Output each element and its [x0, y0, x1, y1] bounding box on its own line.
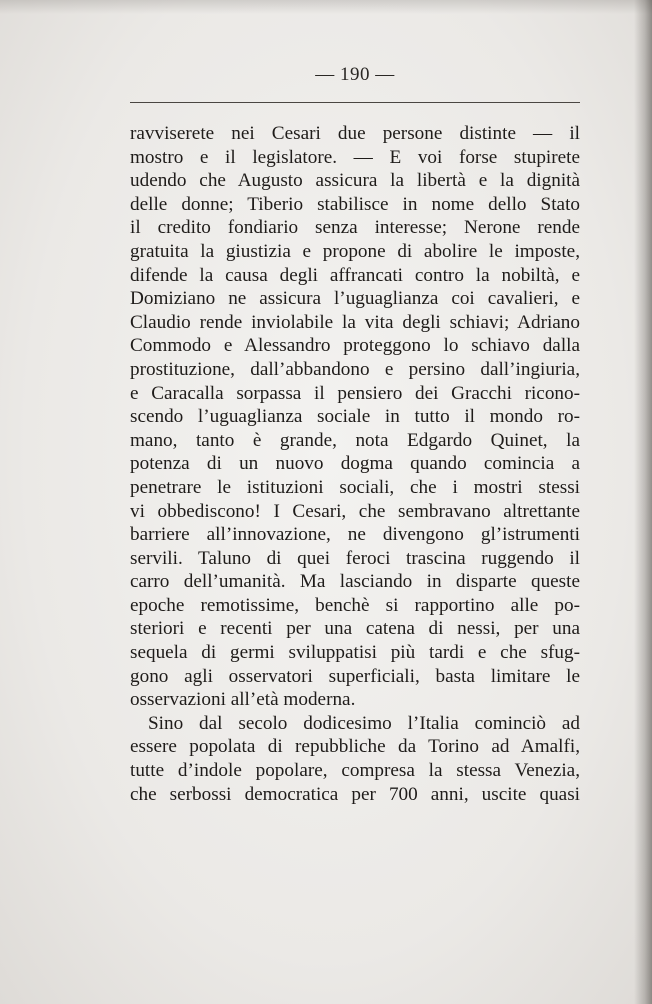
text-line: Domiziano ne assicura l’uguaglianza coi cavalieri, e: [130, 288, 580, 310]
text-line: servili. Taluno di quei feroci trascina ruggendo il: [130, 547, 580, 569]
text-line: che serbossi democratica per 700 anni, uscite quasi: [130, 783, 580, 805]
text-line: sequela di germi sviluppatisi più tardi e che sfug-: [130, 642, 580, 664]
text-line: barriere all’innovazione, ne divengono gl’istrumenti: [130, 524, 580, 546]
header-rule: [130, 102, 580, 103]
page-number-header: — 190 —: [315, 64, 395, 85]
text-line: Commodo e Alessandro proteggono lo schiavo dalla: [130, 335, 580, 357]
body-text: [130, 122, 580, 806]
paragraph-end-line: osservazioni all’età moderna.: [130, 689, 356, 711]
text-line: mostro e il legislatore. — E voi forse stupirete: [130, 146, 580, 168]
text-line: mano, tanto è grande, nota Edgardo Quinet, la: [130, 429, 580, 451]
text-line: essere popolata di repubbliche da Torino ad Amalfi,: [130, 736, 580, 758]
text-line: epoche remotissime, benchè si rapportino alle po-: [130, 594, 580, 616]
text-line: gono agli osservatori superficiali, basta limitare le: [130, 665, 580, 687]
text-line: penetrare le istituzioni sociali, che i mostri stessi: [130, 476, 580, 498]
paragraph-start-line: Sino dal secolo dodicesimo l’Italia cominciò ad: [148, 712, 580, 734]
text-line: gratuita la giustizia e propone di abolire le imposte,: [130, 240, 580, 262]
page-top-shadow: [0, 0, 652, 14]
text-line: il credito fondiario senza interesse; Nerone rende: [130, 217, 580, 239]
text-line: scendo l’uguaglianza sociale in tutto il mondo ro-: [130, 406, 580, 428]
text-line: potenza di un nuovo dogma quando comincia a: [130, 453, 580, 475]
text-line: delle donne; Tiberio stabilisce in nome dello Stato: [130, 193, 580, 215]
page-binding-shadow: [634, 0, 652, 1004]
text-line: difende la causa degli affrancati contro la nobiltà, e: [130, 264, 580, 286]
text-line: carro dell’umanità. Ma lasciando in disparte queste: [130, 571, 580, 593]
text-line: steriori e recenti per una catena di nessi, per una: [130, 618, 580, 640]
text-line: prostituzione, dall’abbandono e persino dall’ingiuria,: [130, 358, 580, 380]
text-line: udendo che Augusto assicura la libertà e la dignità: [130, 170, 580, 192]
text-line: vi obbediscono! I Cesari, che sembravano altrettante: [130, 500, 580, 522]
text-line: ravviserete nei Cesari due persone distinte — il: [130, 123, 580, 144]
text-line: tutte d’indole popolare, compresa la stessa Venezia,: [130, 760, 580, 782]
text-line: e Caracalla sorpassa il pensiero dei Gracchi ricono-: [130, 382, 580, 404]
text-line: Claudio rende inviolabile la vita degli schiavi; Adriano: [130, 311, 580, 333]
